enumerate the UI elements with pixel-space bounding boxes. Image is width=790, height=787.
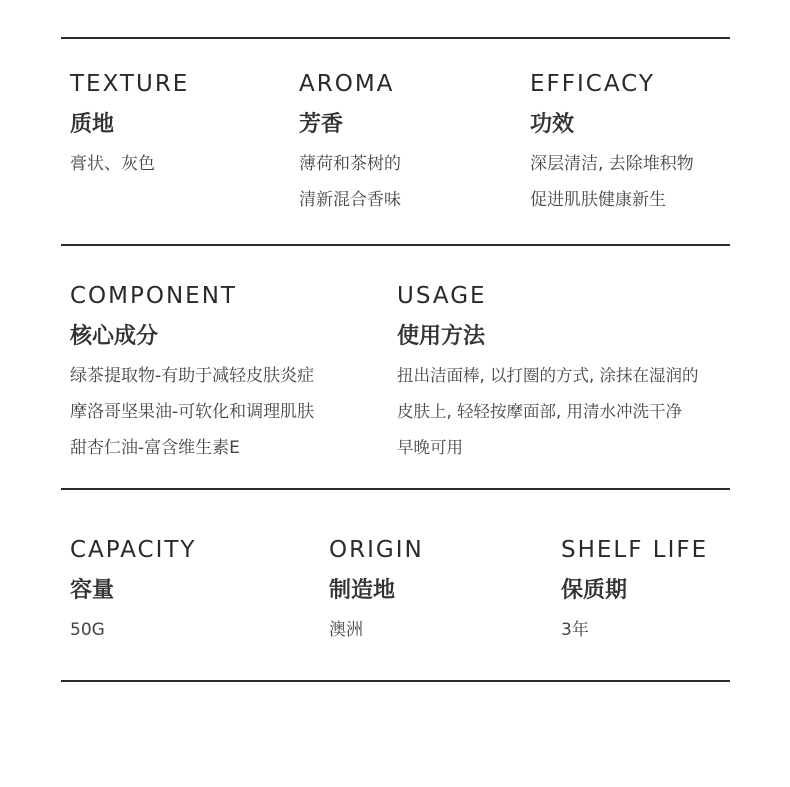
efficacy-heading-zh: 功效 [530,112,575,137]
capacity-section [70,536,196,648]
texture-heading-en: TEXTURE [70,71,190,97]
texture-heading-zh: 质地 [70,112,115,137]
origin-description [329,612,424,648]
texture-line: 膏状、灰色 [70,154,155,174]
usage-line: 扭出洁面棒, 以打圈的方式, 涂抹在湿润的 [397,366,699,385]
component-line: 绿茶提取物-有助于减轻皮肤炎症 [70,366,315,386]
aroma-description [299,146,401,218]
divider-row-1 [61,244,730,246]
component-heading-en: COMPONENT [70,283,237,309]
divider-row-2 [61,488,730,490]
origin-heading-zh: 制造地 [329,578,396,603]
capacity-heading-zh: 容量 [70,578,115,603]
usage-heading-en: USAGE [397,283,487,309]
usage-description [397,358,698,466]
efficacy-section [530,70,694,218]
efficacy-line: 深层清洁, 去除堆积物 [530,154,694,174]
origin-line: 澳洲 [329,620,363,640]
texture-section [70,70,189,182]
usage-line: 皮肤上, 轻轻按摩面部, 用清水冲洗干净 [397,402,682,421]
aroma-heading-en: AROMA [299,71,395,97]
aroma-heading-zh: 芳香 [299,112,344,137]
component-line: 甜杏仁油-富含维生素E [70,438,240,458]
divider-bottom [61,680,730,682]
component-section [70,282,314,466]
origin-heading-en: ORIGIN [329,537,424,563]
shelflife-section [561,536,708,648]
usage-section [397,282,698,466]
component-line: 摩洛哥坚果油-可软化和调理肌肤 [70,402,315,422]
capacity-line: 50G [70,620,105,640]
capacity-heading-en: CAPACITY [70,537,197,563]
shelflife-heading-en: SHELF LIFE [561,537,709,563]
efficacy-description [530,146,694,218]
shelflife-description [561,612,708,648]
usage-heading-zh: 使用方法 [397,324,486,349]
texture-description [70,146,189,182]
efficacy-line: 促进肌肤健康新生 [530,190,666,210]
component-heading-zh: 核心成分 [70,324,159,349]
aroma-line: 清新混合香味 [299,190,401,210]
shelflife-heading-zh: 保质期 [561,578,628,603]
usage-line: 早晚可用 [397,438,463,457]
aroma-line: 薄荷和茶树的 [299,154,401,174]
component-description [70,358,314,466]
divider-top [61,37,730,39]
capacity-description [70,612,196,648]
shelflife-line: 3年 [561,620,589,640]
origin-section [329,536,424,648]
efficacy-heading-en: EFFICACY [530,71,655,97]
aroma-section [299,70,401,218]
